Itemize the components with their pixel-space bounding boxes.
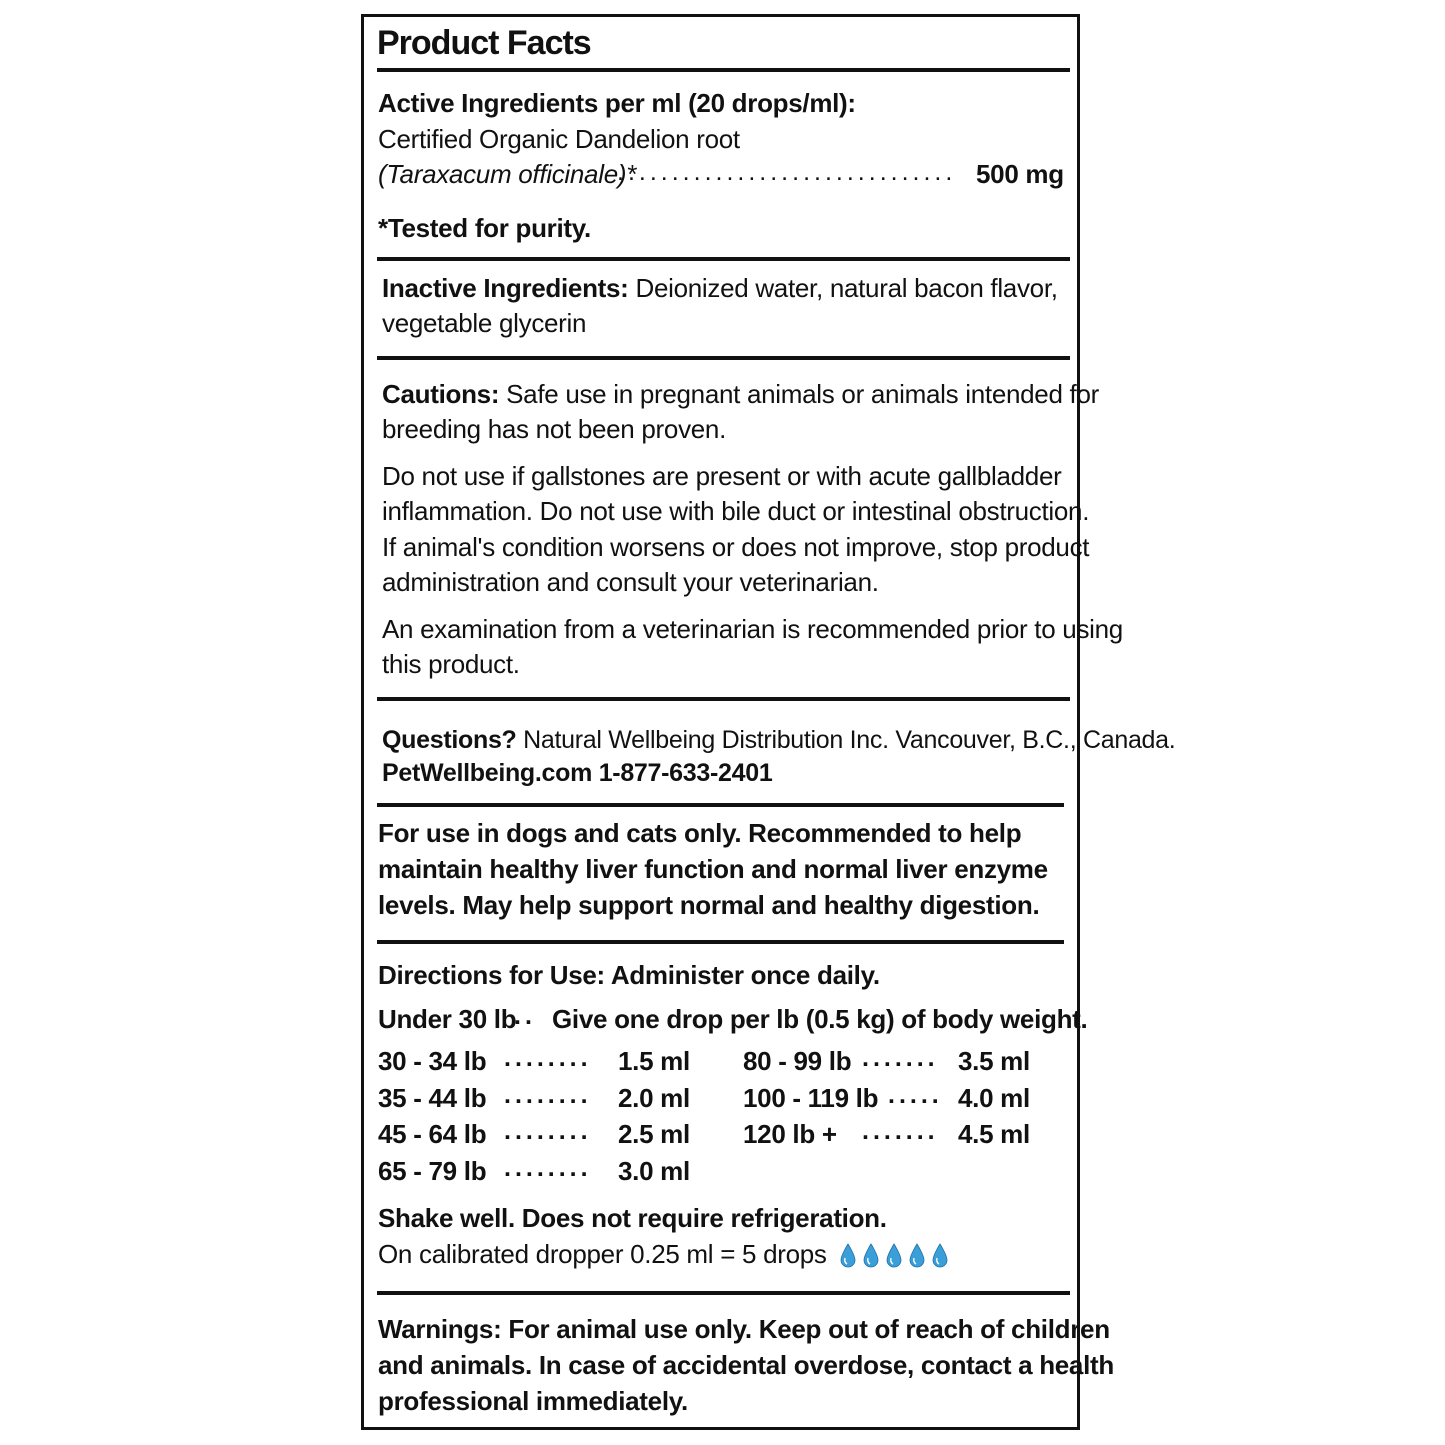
divider — [377, 1291, 1070, 1295]
warnings-text: For animal use only. Keep out of reach of children — [501, 1314, 1110, 1344]
ingredient-amount: 500 mg — [976, 159, 1064, 189]
inactive-ingredients-line1 — [382, 270, 1058, 306]
divider — [377, 940, 1064, 944]
cautions-p2-line1: Do not use if gallstones are present or with acute gallbladder — [382, 461, 1062, 491]
dose-amount: 3.0 ml — [618, 1155, 690, 1186]
inactive-label: Inactive Ingredients: — [382, 273, 629, 303]
dose-amount: 4.0 ml — [958, 1082, 1030, 1113]
cautions-label: Cautions: — [382, 379, 500, 409]
active-ingredients-heading: Active Ingredients per ml (20 drops/ml): — [378, 88, 856, 118]
title-divider — [377, 68, 1070, 72]
under-weight-instruction: Give one drop per lb (0.5 kg) of body weight. — [552, 1004, 1088, 1034]
warnings-line2: and animals. In case of accidental overdose, contact a health — [378, 1350, 1114, 1380]
dose-weight: 120 lb + — [743, 1119, 837, 1149]
water-drop-icon — [931, 1243, 949, 1269]
cautions-p2-line2: inflammation. Do not use with bile duct or intestinal obstruction. — [382, 496, 1090, 526]
dose-amount: 4.5 ml — [958, 1119, 1030, 1149]
ingredient-leader-dots: ............................... — [617, 158, 957, 186]
cautions-p3-line1: An examination from a veterinarian is recommended prior to using — [382, 614, 1123, 644]
use-line1: For use in dogs and cats only. Recommended to help — [378, 818, 1022, 848]
cautions-p3-line2: this product. — [382, 649, 520, 679]
cautions-text: Safe use in pregnant animals or animals intended for — [499, 379, 1099, 409]
water-drop-icon — [885, 1243, 903, 1269]
divider — [377, 257, 1070, 261]
dose-weight: 80 - 99 lb — [743, 1046, 852, 1076]
dose-weight: 100 - 119 lb — [743, 1082, 879, 1113]
under-weight: Under 30 lb — [378, 1004, 517, 1034]
divider — [377, 697, 1070, 701]
dose-leader-dots: ....... — [862, 1044, 939, 1072]
dose-leader-dots: ........ — [504, 1044, 592, 1072]
contact-line: PetWellbeing.com 1-877-633-2401 — [382, 759, 773, 787]
directions-heading: Directions for Use: Administer once daily. — [378, 960, 880, 990]
dose-leader-dots: ....... — [862, 1117, 939, 1145]
dose-amount: 1.5 ml — [618, 1046, 690, 1076]
questions-line1 — [382, 723, 1175, 758]
drops-group — [839, 1239, 954, 1269]
panel-title: Product Facts — [377, 24, 591, 62]
dose-weight: 65 - 79 lb — [378, 1155, 487, 1186]
dose-amount: 3.5 ml — [958, 1046, 1030, 1076]
dose-amount: 2.5 ml — [618, 1119, 690, 1149]
dose-leader-dots: ........ — [504, 1080, 592, 1109]
water-drop-icon — [908, 1243, 926, 1269]
ingredient-name: Certified Organic Dandelion root — [378, 124, 740, 154]
dose-amount: 2.0 ml — [618, 1082, 690, 1113]
water-drop-icon — [862, 1243, 880, 1269]
water-drop-icon — [839, 1243, 857, 1269]
questions-label: Questions? — [382, 726, 517, 754]
questions-text: Natural Wellbeing Distribution Inc. Vancouver, B.C., Canada. — [516, 726, 1176, 754]
dose-weight: 30 - 34 lb — [378, 1046, 487, 1076]
divider — [377, 803, 1064, 807]
cautions-line2: breeding has not been proven. — [382, 414, 727, 444]
cautions-p2-line3: If animal's condition worsens or does not improve, stop product — [382, 532, 1090, 562]
dose-leader-dots: ........ — [504, 1117, 592, 1145]
tested-note: *Tested for purity. — [378, 213, 591, 243]
dropper-note — [378, 1236, 954, 1272]
dose-weight: 45 - 64 lb — [378, 1119, 487, 1149]
warnings-line3: professional immediately. — [378, 1386, 688, 1416]
use-line2: maintain healthy liver function and normal liver enzyme — [378, 854, 1048, 884]
under-weight-leader: .. — [514, 1002, 536, 1030]
dose-leader-dots: ..... — [888, 1080, 943, 1109]
dose-weight: 35 - 44 lb — [378, 1082, 487, 1113]
warnings-line1 — [378, 1311, 1110, 1347]
dose-leader-dots: ........ — [504, 1153, 592, 1182]
dropper-text: On calibrated dropper 0.25 ml = 5 drops — [378, 1239, 827, 1269]
inactive-ingredients-line2: vegetable glycerin — [382, 308, 587, 338]
inactive-text: Deionized water, natural bacon flavor, — [628, 273, 1058, 303]
warnings-label: Warnings: — [378, 1314, 502, 1344]
cautions-line1 — [382, 376, 1099, 412]
use-line3: levels. May help support normal and healthy digestion. — [378, 890, 1040, 920]
divider — [377, 356, 1070, 360]
cautions-p2-line4: administration and consult your veterinarian. — [382, 567, 879, 597]
shake-note: Shake well. Does not require refrigeration. — [378, 1203, 887, 1233]
ingredient-latin-name: (Taraxacum officinale)* — [378, 159, 637, 189]
